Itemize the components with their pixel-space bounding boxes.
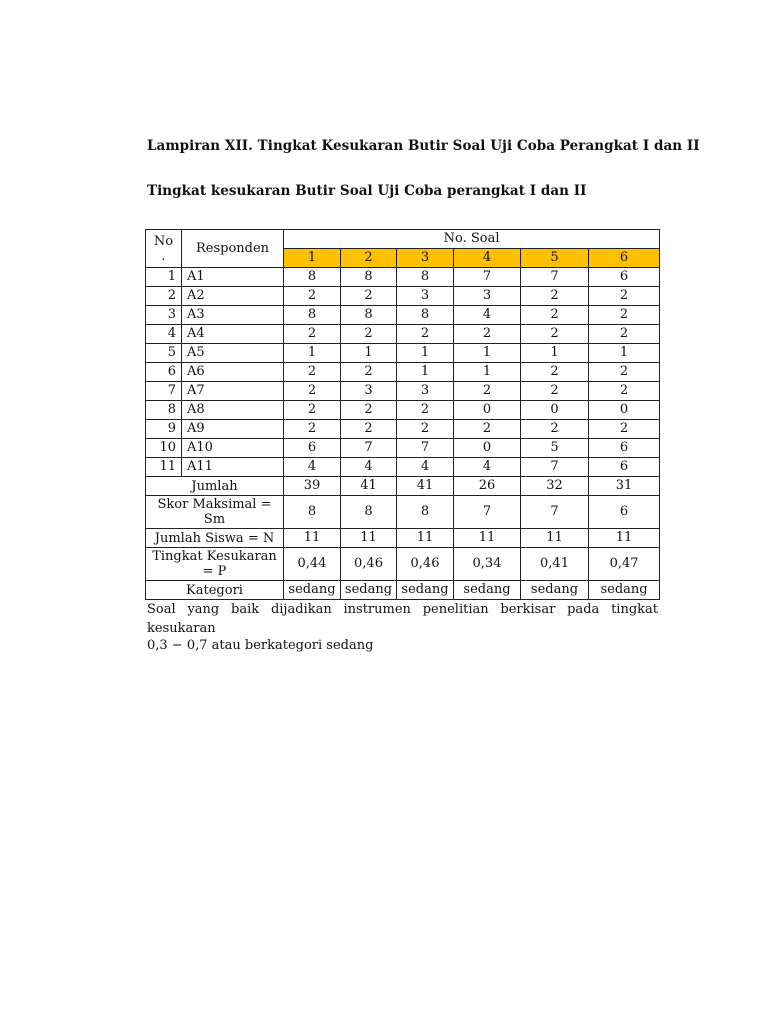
score-cell: 3 — [397, 287, 454, 306]
summary-row — [146, 529, 660, 548]
summary-value: 32 — [521, 477, 589, 496]
score-cell: 2 — [521, 420, 589, 439]
soal-number-cell: 4 — [454, 249, 521, 268]
score-cell: 2 — [284, 382, 341, 401]
score-cell: 2 — [521, 287, 589, 306]
summary-value: 7 — [521, 496, 589, 529]
summary-value: 7 — [454, 496, 521, 529]
header-responden: Responden — [182, 230, 284, 268]
summary-value: 8 — [341, 496, 397, 529]
table-row — [146, 287, 660, 306]
score-cell: 6 — [284, 439, 341, 458]
score-cell: 2 — [589, 363, 660, 382]
score-cell: 8 — [397, 306, 454, 325]
score-cell: 0 — [589, 401, 660, 420]
score-cell: 1 — [521, 344, 589, 363]
score-cell: 2 — [521, 306, 589, 325]
summary-value: sedang — [284, 581, 341, 600]
score-cell: 2 — [284, 287, 341, 306]
summary-value: sedang — [341, 581, 397, 600]
respondent-name: A1 — [182, 268, 284, 287]
score-cell: 1 — [589, 344, 660, 363]
score-cell: 4 — [454, 306, 521, 325]
summary-value: 11 — [284, 529, 341, 548]
table-row — [146, 344, 660, 363]
respondent-name: A5 — [182, 344, 284, 363]
summary-value: 0,46 — [341, 548, 397, 581]
table-row — [146, 439, 660, 458]
summary-value: 11 — [454, 529, 521, 548]
score-cell: 2 — [284, 401, 341, 420]
score-cell: 8 — [341, 268, 397, 287]
score-cell: 2 — [521, 363, 589, 382]
score-cell: 3 — [397, 382, 454, 401]
summary-label: Skor Maksimal = Sm — [146, 496, 284, 529]
score-cell: 8 — [284, 306, 341, 325]
respondent-name: A9 — [182, 420, 284, 439]
row-number: 9 — [146, 420, 182, 439]
summary-value: 0,47 — [589, 548, 660, 581]
score-cell: 7 — [521, 268, 589, 287]
score-cell: 2 — [589, 420, 660, 439]
respondent-name: A6 — [182, 363, 284, 382]
score-cell: 1 — [341, 344, 397, 363]
respondent-name: A8 — [182, 401, 284, 420]
summary-value: 39 — [284, 477, 341, 496]
respondent-name: A3 — [182, 306, 284, 325]
score-cell: 5 — [521, 439, 589, 458]
score-cell: 8 — [284, 268, 341, 287]
score-cell: 2 — [341, 325, 397, 344]
summary-value: 41 — [341, 477, 397, 496]
score-cell: 2 — [521, 382, 589, 401]
summary-label: Jumlah — [146, 477, 284, 496]
score-cell: 2 — [284, 420, 341, 439]
score-cell: 2 — [284, 363, 341, 382]
summary-value: 11 — [589, 529, 660, 548]
summary-row — [146, 581, 660, 600]
table-row — [146, 420, 660, 439]
score-cell: 2 — [397, 401, 454, 420]
row-number: 4 — [146, 325, 182, 344]
summary-label: Tingkat Kesukaran = P — [146, 548, 284, 581]
summary-value: 41 — [397, 477, 454, 496]
table-subtitle: Tingkat kesukaran Butir Soal Uji Coba perangkat I dan II — [147, 183, 587, 199]
score-cell: 2 — [341, 287, 397, 306]
summary-value: sedang — [589, 581, 660, 600]
row-number: 3 — [146, 306, 182, 325]
soal-number-cell: 2 — [341, 249, 397, 268]
table-row — [146, 458, 660, 477]
score-cell: 7 — [521, 458, 589, 477]
score-cell: 2 — [341, 401, 397, 420]
score-cell: 1 — [397, 344, 454, 363]
score-cell: 2 — [589, 382, 660, 401]
score-cell: 4 — [284, 458, 341, 477]
table-row — [146, 382, 660, 401]
header-no-soal: No. Soal — [284, 230, 660, 249]
score-cell: 1 — [454, 344, 521, 363]
score-cell: 2 — [589, 287, 660, 306]
score-cell: 1 — [284, 344, 341, 363]
table-row — [146, 306, 660, 325]
summary-value: 11 — [521, 529, 589, 548]
soal-number-cell: 3 — [397, 249, 454, 268]
header-no: No . — [146, 230, 182, 268]
summary-row — [146, 496, 660, 529]
conclusion-line-1: Soal yang baik dijadikan instrumen penelitian berkisar pada tingkat kesukaran — [147, 602, 658, 636]
score-cell: 8 — [397, 268, 454, 287]
summary-value: 0,46 — [397, 548, 454, 581]
summary-label: Jumlah Siswa = N — [146, 529, 284, 548]
row-number: 10 — [146, 439, 182, 458]
appendix-title: Lampiran XII. Tingkat Kesukaran Butir Soal Uji Coba Perangkat I dan II — [147, 138, 700, 154]
row-number: 8 — [146, 401, 182, 420]
summary-value: sedang — [454, 581, 521, 600]
conclusion-line-2: 0,3 − 0,7 atau berkategori sedang — [147, 638, 374, 653]
score-cell: 2 — [454, 420, 521, 439]
score-cell: 6 — [589, 458, 660, 477]
summary-value: 31 — [589, 477, 660, 496]
summary-value: 0,41 — [521, 548, 589, 581]
score-cell: 0 — [454, 439, 521, 458]
row-number: 1 — [146, 268, 182, 287]
score-cell: 6 — [589, 268, 660, 287]
score-cell: 8 — [341, 306, 397, 325]
score-cell: 2 — [521, 325, 589, 344]
summary-value: 8 — [397, 496, 454, 529]
summary-value: 0,34 — [454, 548, 521, 581]
score-cell: 2 — [341, 420, 397, 439]
score-cell: 4 — [454, 458, 521, 477]
row-number: 11 — [146, 458, 182, 477]
table-row — [146, 401, 660, 420]
soal-number-cell: 6 — [589, 249, 660, 268]
respondent-name: A4 — [182, 325, 284, 344]
summary-label: Kategori — [146, 581, 284, 600]
score-cell: 6 — [589, 439, 660, 458]
score-cell: 2 — [284, 325, 341, 344]
respondent-name: A2 — [182, 287, 284, 306]
score-cell: 3 — [341, 382, 397, 401]
score-cell: 4 — [341, 458, 397, 477]
row-number: 2 — [146, 287, 182, 306]
row-number: 5 — [146, 344, 182, 363]
summary-value: 6 — [589, 496, 660, 529]
row-number: 6 — [146, 363, 182, 382]
summary-value: 0,44 — [284, 548, 341, 581]
respondent-name: A10 — [182, 439, 284, 458]
summary-value: sedang — [521, 581, 589, 600]
score-cell: 2 — [397, 420, 454, 439]
score-cell: 2 — [589, 306, 660, 325]
score-cell: 0 — [454, 401, 521, 420]
summary-value: 26 — [454, 477, 521, 496]
row-number: 7 — [146, 382, 182, 401]
score-cell: 2 — [397, 325, 454, 344]
summary-value: 11 — [341, 529, 397, 548]
summary-value: sedang — [397, 581, 454, 600]
score-cell: 2 — [341, 363, 397, 382]
score-cell: 7 — [454, 268, 521, 287]
score-cell: 2 — [454, 382, 521, 401]
score-cell: 7 — [397, 439, 454, 458]
summary-value: 8 — [284, 496, 341, 529]
table-row — [146, 363, 660, 382]
table-row — [146, 325, 660, 344]
soal-number-cell: 1 — [284, 249, 341, 268]
soal-number-cell: 5 — [521, 249, 589, 268]
respondent-name: A11 — [182, 458, 284, 477]
difficulty-table — [145, 229, 660, 600]
score-cell: 1 — [397, 363, 454, 382]
score-cell: 3 — [454, 287, 521, 306]
summary-row — [146, 548, 660, 581]
score-cell: 0 — [521, 401, 589, 420]
table-row — [146, 268, 660, 287]
summary-value: 11 — [397, 529, 454, 548]
score-cell: 1 — [454, 363, 521, 382]
respondent-name: A7 — [182, 382, 284, 401]
score-cell: 2 — [454, 325, 521, 344]
score-cell: 4 — [397, 458, 454, 477]
score-cell: 7 — [341, 439, 397, 458]
score-cell: 2 — [589, 325, 660, 344]
summary-row — [146, 477, 660, 496]
